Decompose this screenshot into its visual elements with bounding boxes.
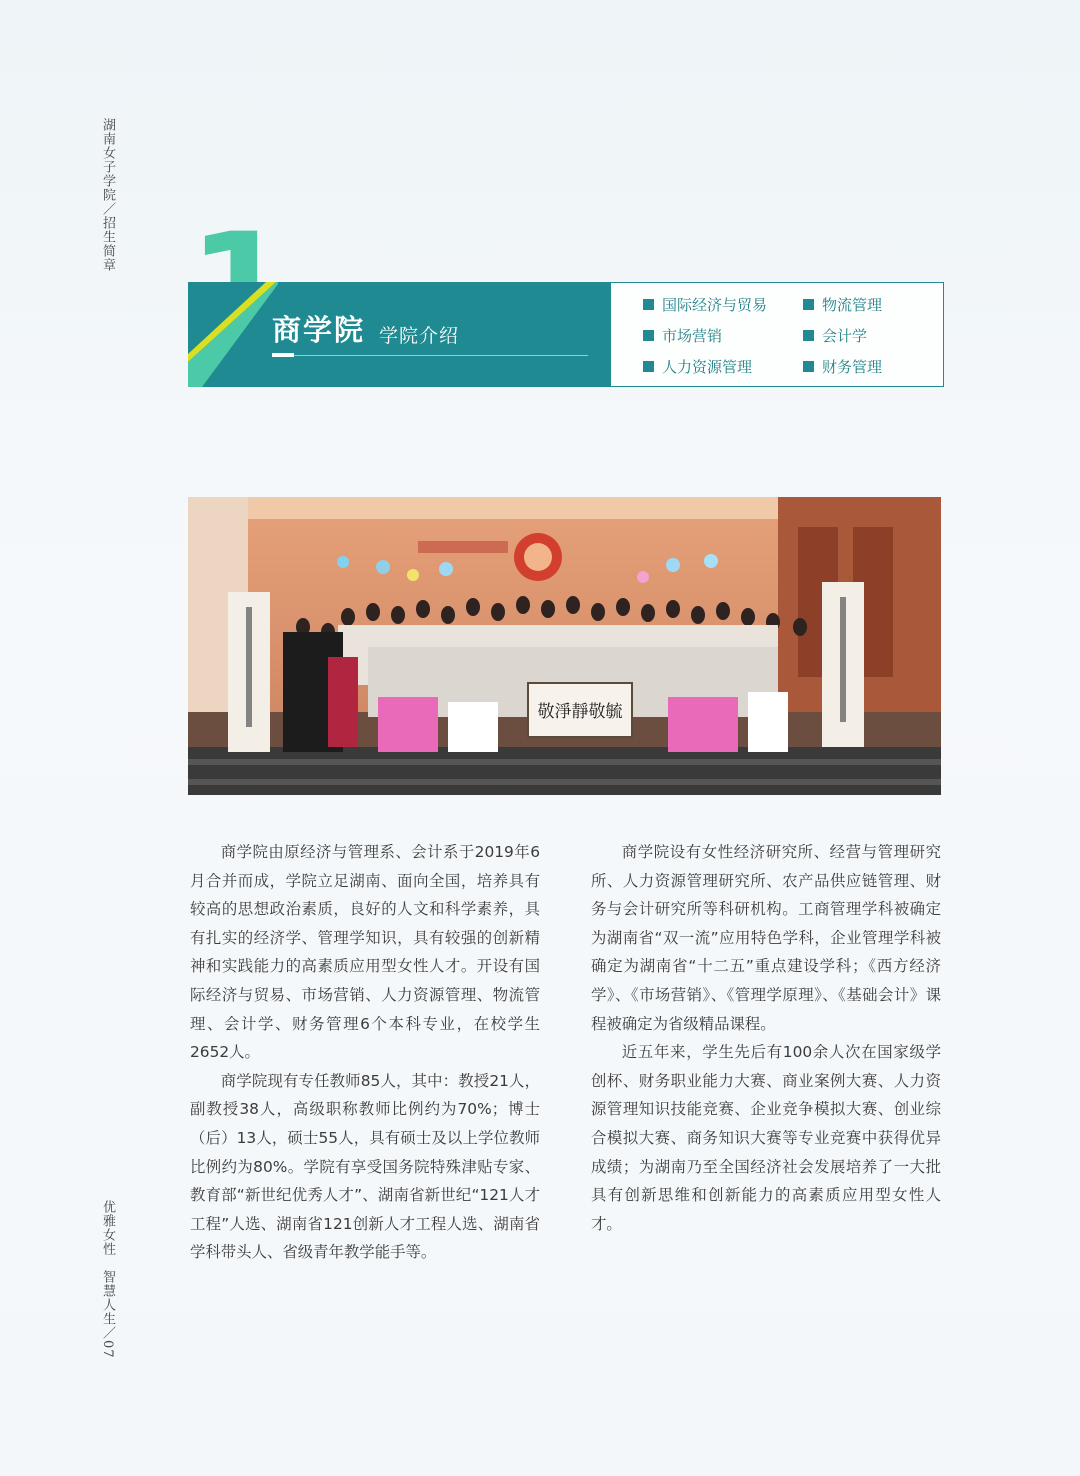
paragraph: 近五年来，学生先后有100余人次在国家级学创杯、财务职业能力大赛、商业案例大赛、人力资源管理知识技能竞赛、企业竞争模拟大赛、创业综合模拟大赛、商务知识大赛等专业竞赛中获得优异成绩；为湖南乃至全国经济社会发展培养了一大批具有创新思维和创新能力的高素质应用型女性人才。 bbox=[591, 1043, 941, 1233]
bullet-square-icon bbox=[803, 299, 814, 310]
paragraph: 商学院现有专任教师85人，其中：教授21人，副教授38人，高级职称教师比例约为70%；博士（后）13人，硕士55人，具有硕士及以上学位教师比例约为80%。学院有享受国务院特殊津贴专家、教育部“新世纪优秀人才”、湖南省新世纪“121人才工程”人选、湖南省121创新人才工程人选、湖南省学科带头人、省级青年教学能手等。 bbox=[190, 1071, 540, 1262]
body-column-right bbox=[591, 838, 941, 1238]
section-header bbox=[188, 224, 944, 388]
bullet-square-icon bbox=[643, 361, 654, 372]
college-title: 商学院 bbox=[272, 313, 366, 347]
group-photo bbox=[188, 497, 941, 795]
paragraph: 商学院由原经济与管理系、会计系于2019年6月合并而成，学院立足湖南、面向全国，培养具有较高的思想政治素质，良好的人文和科学素养，具有扎实的经济学、管理学知识，具有较强的创新精神和实践能力的高素质应用型女性人才。开设有国际经济与贸易、市场营销、人力资源管理、物流管理、会计学、财务管理6个本科专业，在校学生2652人。 bbox=[190, 843, 540, 1062]
major-item: 国际经济与贸易 bbox=[643, 294, 767, 315]
majors-list bbox=[610, 282, 944, 387]
paragraph: 商学院设有女性经济研究所、经营与管理研究所、人力资源管理研究所、农产品供应链管理、财务与会计研究所等科研机构。工商管理学科被确定为湖南省“双一流”应用特色学科，企业管理学科被确定为湖南省“十二五”重点建设学科；《西方经济学》、《市场营销》、《管理学原理》、《基础会计》课程被确定为省级精品课程。 bbox=[591, 843, 941, 1033]
major-item: 财务管理 bbox=[803, 356, 882, 377]
bullet-square-icon bbox=[803, 330, 814, 341]
title-underline bbox=[272, 355, 588, 356]
major-item: 物流管理 bbox=[803, 294, 882, 315]
college-subtitle: 学院介绍 bbox=[379, 325, 460, 347]
photo-banner-text: 敬淨靜敬毓 bbox=[537, 702, 623, 722]
accent-slash bbox=[188, 282, 278, 387]
title-underline-accent bbox=[272, 353, 294, 357]
major-item: 会计学 bbox=[803, 325, 867, 346]
bullet-square-icon bbox=[643, 330, 654, 341]
bullet-square-icon bbox=[643, 299, 654, 310]
body-column-left bbox=[190, 838, 540, 1267]
major-item: 市场营销 bbox=[643, 325, 722, 346]
side-header-text: 湖南女子学院／招生简章 bbox=[100, 118, 115, 272]
side-footer-text: 优雅女性 智慧人生／07 bbox=[100, 1200, 115, 1359]
bullet-square-icon bbox=[803, 361, 814, 372]
major-item: 人力资源管理 bbox=[643, 356, 752, 377]
